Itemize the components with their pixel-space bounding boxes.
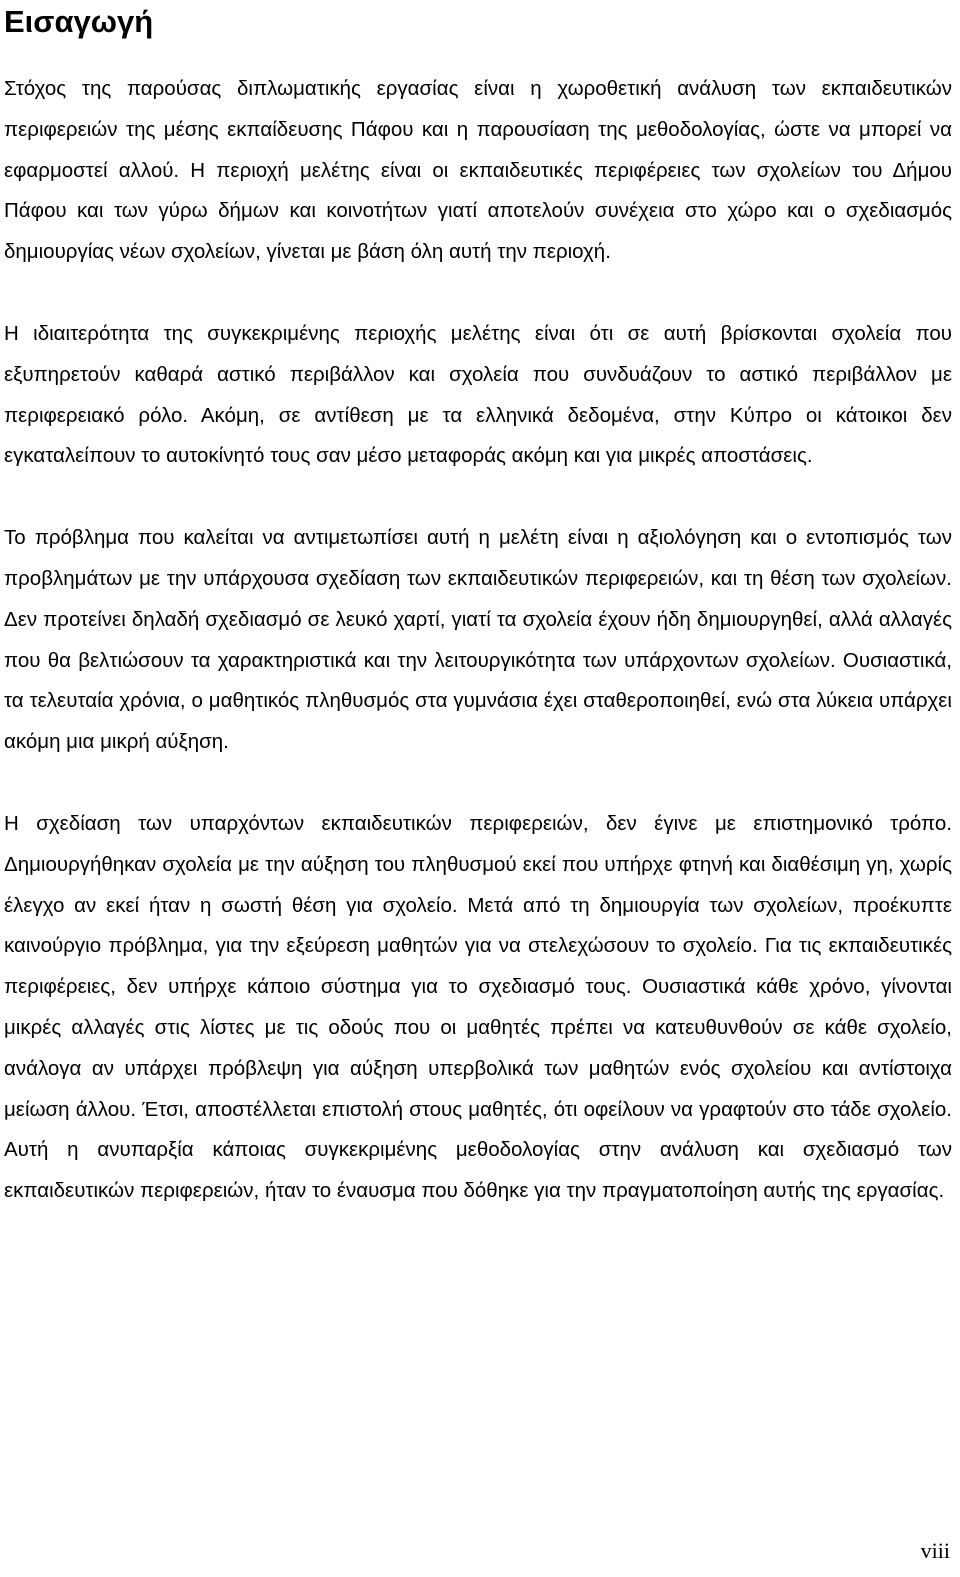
page-number: viii	[920, 1538, 950, 1563]
paragraph-background: Η σχεδίαση των υπαρχόντων εκπαιδευτικών περιφερειών, δεν έγινε με επιστημονικό τρόπο. Δημιουργήθηκαν σχολεία με την αύξηση του πληθυσμού εκεί που υπήρχε φτηνή και διαθέσιμη γη, χωρίς έλεγχο αν εκεί ήταν η σωστή θέση για σχολείο. Μετά από τη δημιουργία των σχολείων, προέκυπτε καινούργιο πρόβλημα, για την εξεύρεση μαθητών για να στελεχώσουν το σχολείο. Για τις εκπαιδευτικές περιφέρειες, δεν υπήρχε κάποιο σύστημα για το σχεδιασμό τους. Ουσιαστικά κάθε χρόνο, γίνονται μικρές αλλαγές στις λίστες με τις οδούς που οι μαθητές πρέπει να κατευθυνθούν σε κάθε σχολείο, ανάλογα αν υπάρχει πρόβλεψη για αύξηση υπερβολικά των μαθητών ενός σχολείου και αντίστοιχα μείωση άλλου. Έτσι, αποστέλλεται επιστολή στους μαθητές, ότι οφείλουν να γραφτούν στο τάδε σχολείο. Αυτή η ανυπαρξία κάποιας συγκεκριμένης μεθοδολογίας στην ανάλυση και σχεδιασμό των εκπαιδευτικών περιφερειών, ήταν το έναυσμα που δόθηκε για την πραγματοποίηση αυτής της εργασίας.	[4, 811, 952, 1203]
paragraph-spacer	[4, 763, 952, 804]
paragraph-spacer	[4, 477, 952, 518]
paragraph-spacer	[4, 273, 952, 314]
paragraph-intro: Στόχος της παρούσας διπλωματικής εργασίας είναι η χωροθετική ανάλυση των εκπαιδευτικών περιφερειών της μέσης εκπαίδευσης Πάφου και η παρουσίαση της μεθοδολογίας, ώστε να μπορεί να εφαρμοστεί αλλού. Η περιοχή μελέτης είναι οι εκπαιδευτικές περιφέρειες των σχολείων του Δήμου Πάφου και των γύρω δήμων και κοινοτήτων γιατί αποτελούν συνέχεια στο χώρο και ο σχεδιασμός δημιουργίας νέων σχολείων, γίνεται με βάση όλη αυτή την περιοχή.	[4, 77, 952, 264]
section-heading: Εισαγωγή	[4, 4, 154, 39]
paragraph-study-area: Η ιδιαιτερότητα της συγκεκριμένης περιοχής μελέτης είναι ότι σε αυτή βρίσκονται σχολεία που εξυπηρετούν καθαρά αστικό περιβάλλον και σχολεία που συνδυάζουν το αστικό περιβάλλον με περιφερειακό ρόλο. Ακόμη, σε αντίθεση με τα ελληνικά δεδομένα, στην Κύπρο οι κάτοικοι δεν εγκαταλείπουν το αυτοκίνητό τους σαν μέσο μεταφοράς ακόμη και για μικρές αποστάσεις.	[4, 321, 952, 468]
document-page	[4, 0, 952, 1212]
paragraph-problem: Το πρόβλημα που καλείται να αντιμετωπίσει αυτή η μελέτη είναι η αξιολόγηση και ο εντοπισμός των προβλημάτων με την υπάρχουσα σχεδίαση των εκπαιδευτικών περιφερειών, και τη θέση των σχολείων. Δεν προτείνει δηλαδή σχεδιασμό σε λευκό χαρτί, γιατί τα σχολεία έχουν ήδη δημιουργηθεί, αλλά αλλαγές που θα βελτιώσουν τα χαρακτηριστικά και την λειτουργικότητα των υπάρχοντων σχολείων. Ουσιαστικά, τα τελευταία χρόνια, ο μαθητικός πληθυσμός στα γυμνάσια έχει σταθεροποιηθεί, ενώ στα λύκεια υπάρχει ακόμη μια μικρή αύξηση.	[4, 526, 952, 754]
